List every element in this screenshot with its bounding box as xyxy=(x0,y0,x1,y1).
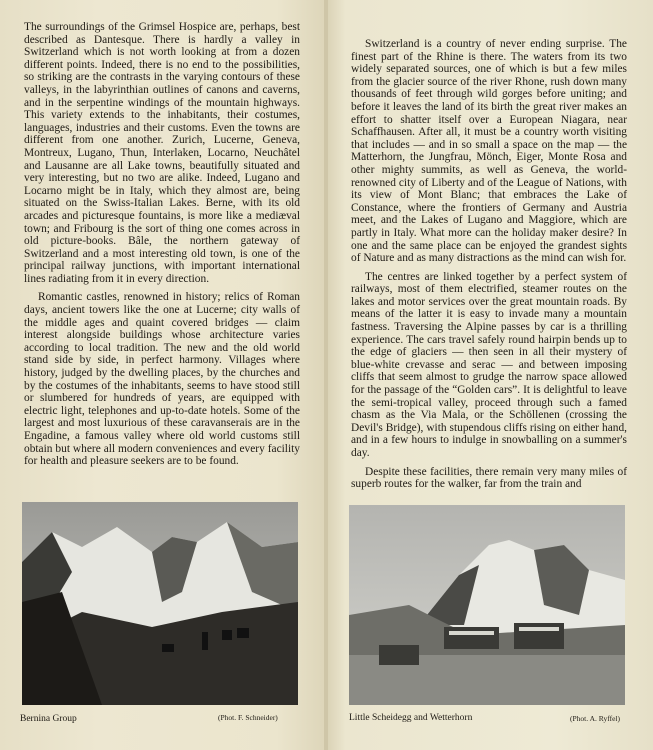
paragraph: Despite these facilities, there remain very many miles of superb routes for the walker, far from the train and xyxy=(351,465,627,491)
photo-caption: Little Scheidegg and Wetterhorn xyxy=(349,713,473,723)
photo-caption: Bernina Group xyxy=(20,714,77,724)
photo-credit: (Phot. A. Ryffel) xyxy=(570,714,620,723)
page-fold xyxy=(324,0,328,750)
little-scheidegg-photo xyxy=(349,505,625,705)
paragraph: The centres are linked together by a perfect system of railways, most of them electrified, steamer routes on the lakes and motor services over the great mountain roads. By means of the latter it is easy to invade many a mountain fastness. Traversing the Alpine passes by car is a thrilling experience. The cars travel safely round hairpin bends up to the edge of glaciers — then seen in all their mystery of blue-white crevasse and serac — and between imposing cliffs that seem almost to grudge the narrow space allowed for the passage of the “Golden cars”. It is delightful to leave the semi-tropical valley, proceed through such a famed chasm as the Via Mala, or the Schöllenen (crossing the Devil's Bridge), with stupendous cliffs rising on either hand, and in a few hours to indulge in snowballing on a summer's day. xyxy=(351,270,627,459)
paragraph: The surroundings of the Grimsel Hospice are, perhaps, best described as Dantesque. There is hardly a valley in Switzerland which is not worth looking at from a dozen different points. Indeed, there is no end to the possibilities, so striking are the contrasts in the varying contours of these valleys, in the labyrinthian outlines of canons and caverns, and in the serpentine windings of the mountain highways. This variety extends to the inhabitants, their costumes, languages, industries and their customs. Even the towns are different from one another. Zurich, Lucerne, Geneva, Montreux, Lugano, Thun, Interlaken, Locarno, Neuchâtel and Lausanne are all Lake towns, beautifully situated and very interesting, but no two are alike. Indeed, Lugano and Locarno might be in Italy, which they almost are, being situated on the Swiss-Italian Lakes. Berne, with its old arcades and picturesque fountains, is more like a mediæval town; and Fribourg is the sort of thing one comes across in old picture-books. Bâle, the northern gateway of Switzerland and a most interesting old town, is one of the principal railway junctions, with important international lines radiating from it in every direction. xyxy=(24,21,300,285)
right-text-column xyxy=(351,38,627,497)
photo-credit: (Phot. F. Schneider) xyxy=(218,713,278,722)
paragraph: Romantic castles, renowned in history; relics of Roman days, ancient towers like the one at Lucerne; city walls of the middle ages and quaint covered bridges — claim interest alongside buildings whose architecture varies according to local tradition. The new and the old world stand side by side, in perfect harmony. Villages where history, judged by the dwelling places, by the churches and by the costumes of the inhabitants, seems to have stood still or slumbered for hundreds of years, are equipped with electric light, telephones and up-to-date hotels. Some of the largest and most luxurious of these caravanserais are in the Engadine, a famous valley where old world customs still obtain but where all modern conveniences and every facility for health and pleasure seekers are to be found. xyxy=(24,291,300,468)
bernina-group-photo xyxy=(22,502,298,705)
left-text-column xyxy=(24,21,300,474)
paragraph: Switzerland is a country of never ending surprise. The finest part of the Rhine is there. The waters from its two widely separated sources, one of which is but a few miles from the glacier source of the river Rhone, rush down many thousands of feet through wild gorges before uniting; and before it leaves the land of its birth the great river makes an effort to shatter itself over a European Niagara, near Schaffhausen. After all, it must be a country worth visiting that includes — and in so small a space on the map — the Matterhorn, the Jungfrau, Mönch, Eiger, Monte Rosa and other mighty summits, as well as Geneva, the world-renowned city of Liberty and of the League of Nations, with its view of Mont Blanc; that embraces the Lake of Constance, where the frontiers of Germany and Austria meet, and the Lakes of Lugano and Maggiore, which are partly in Italy. What more can the holiday maker desire? In one and the same place can be enjoyed the grandest sights of Nature and as many distractions as the mind can wish for. xyxy=(351,38,627,265)
